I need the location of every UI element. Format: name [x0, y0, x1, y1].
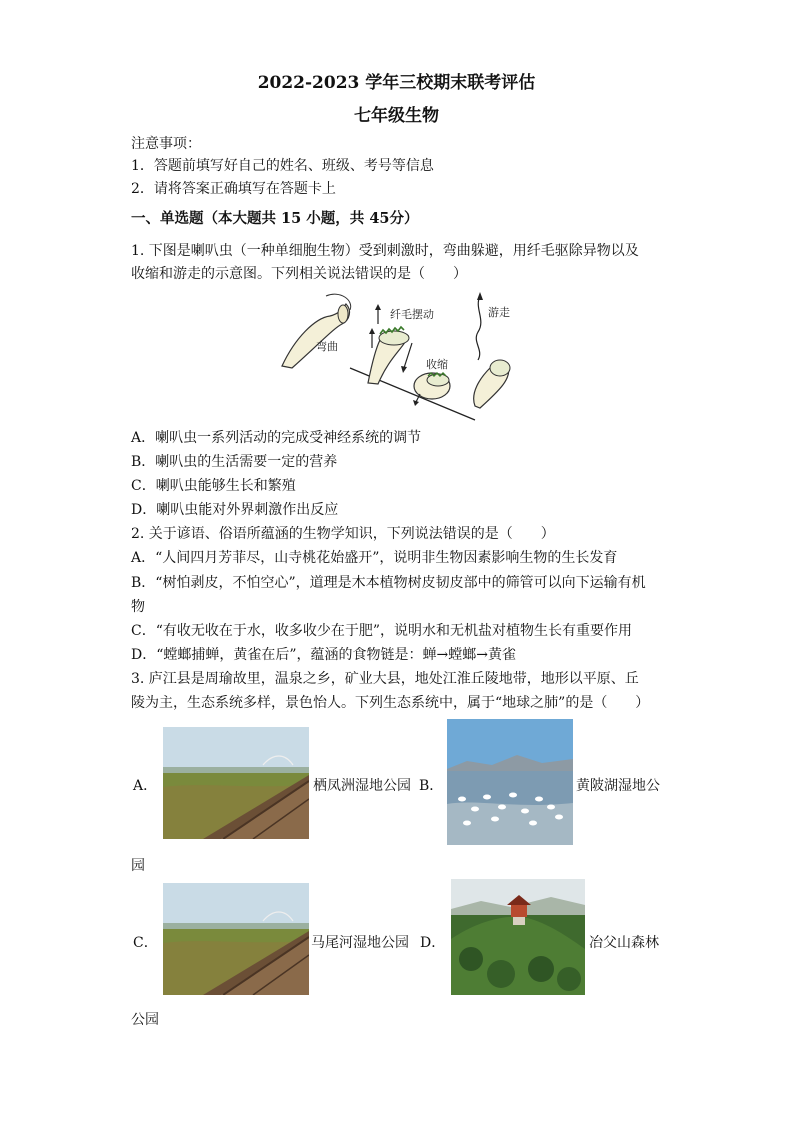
note-item-1: 1．答题前填写好自己的姓名、班级、考号等信息 — [131, 158, 434, 174]
q2-option-b-line2: 物 — [131, 599, 145, 615]
label-cilia: 纤毛摆动 — [390, 308, 434, 321]
wetland-photo-a — [163, 727, 309, 839]
q1-option-d: D．喇叭虫能对外界刺激作出反应 — [131, 502, 339, 518]
exam-title: 2022-2023 学年三校期末联考评估 — [257, 73, 536, 93]
q1-option-b: B．喇叭虫的生活需要一定的营养 — [131, 454, 338, 470]
q1-stem-line2: 收缩和游走的示意图。下列相关说法错误的是（ ） — [131, 266, 467, 282]
q3-stem-line2: 陵为主，生态系统多样，景色怡人。下列生态系统中，属于“地球之肺”的是（ ） — [131, 695, 650, 711]
q3-option-b-letter: B． — [419, 778, 444, 794]
q3-option-a-text: 栖凤洲湿地公园 — [313, 778, 411, 794]
q3-option-b-text: 黄陂湖湿地公 — [576, 778, 660, 794]
q1-option-c: C．喇叭虫能够生长和繁殖 — [131, 478, 296, 494]
q3-option-a-letter: A． — [133, 778, 158, 794]
q1-stem-line1: 1. 下图是喇叭虫（一种单细胞生物）受到刺激时，弯曲躲避，用纤毛驱除异物以及 — [131, 243, 639, 259]
label-swim: 游走 — [488, 306, 510, 319]
forest-photo-d — [451, 879, 585, 995]
section-heading: 一、单选题（本大题共 15 小题，共 45分） — [131, 210, 419, 227]
q2-option-a: A．“人间四月芳菲尽，山寺桃花始盛开”，说明非生物因素影响生物的生长发育 — [131, 550, 618, 566]
q2-option-b-line1: B．“树怕剥皮，不怕空心”，道理是木本植物树皮韧皮部中的筛管可以向下运输有机 — [131, 575, 646, 591]
exam-subtitle: 七年级生物 — [354, 106, 439, 126]
q2-stem: 2. 关于谚语、俗语所蕴涵的生物学知识，下列说法错误的是（ ） — [131, 526, 555, 542]
wetland-photo-c — [163, 883, 309, 995]
q2-option-c: C．“有收无收在于水，收多收少在于肥”，说明水和无机盐对植物生长有重要作用 — [131, 623, 633, 639]
q3-option-b-wrap: 园 — [131, 858, 145, 874]
q3-option-c-text: 马尾河湿地公园 — [311, 935, 409, 951]
note-item-2: 2．请将答案正确填写在答题卡上 — [131, 181, 336, 197]
q3-option-c-letter: C． — [133, 935, 158, 951]
wetland-photo-b — [447, 719, 573, 845]
q3-option-d-wrap: 公园 — [131, 1012, 159, 1028]
q3-option-d-letter: D． — [420, 935, 446, 951]
q3-option-d-text: 冶父山森林 — [589, 935, 659, 951]
label-bend: 弯曲 — [316, 340, 338, 353]
q1-option-a: A．喇叭虫一系列活动的完成受神经系统的调节 — [131, 430, 422, 446]
notes-heading: 注意事项： — [131, 136, 201, 152]
label-contract: 收缩 — [426, 358, 448, 371]
stentor-figure — [280, 288, 520, 423]
q3-stem-line1: 3. 庐江县是周瑜故里，温泉之乡，矿业大县，地处江淮丘陵地带，地形以平原、丘 — [131, 671, 639, 687]
q2-option-d: D．“螳螂捕蝉，黄雀在后”，蕴涵的食物链是：蝉→螳螂→黄雀 — [131, 647, 516, 663]
